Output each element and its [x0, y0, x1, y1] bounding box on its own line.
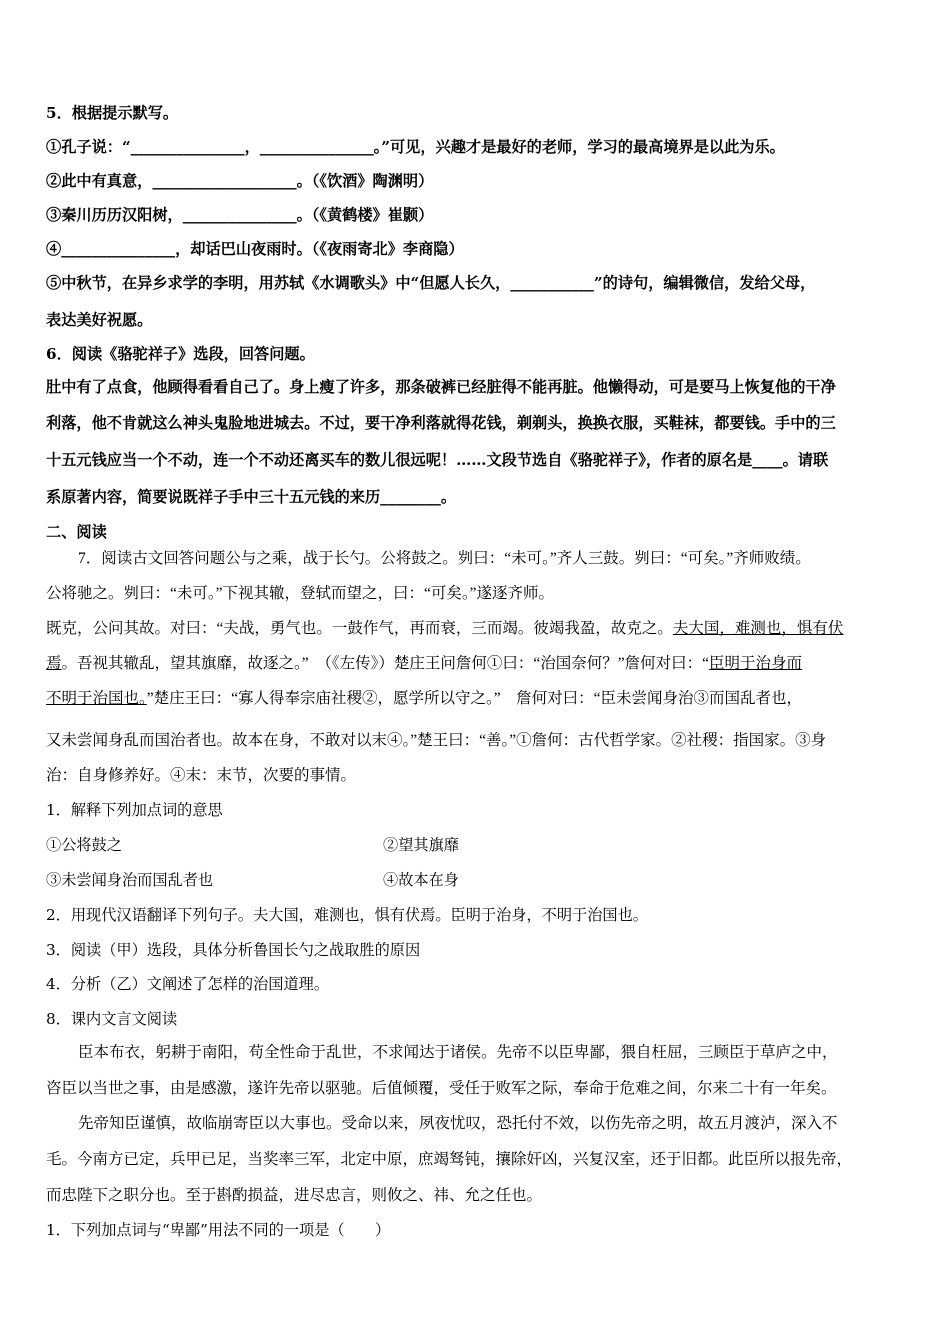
q7-option: ④故本在身 [383, 871, 459, 889]
q5-item-5: ⑤中秋节，在异乡求学的李明，用苏轼《水调歌头》中“但愿人长久，___________”的诗句，编辑微信，发给父母， [46, 274, 816, 292]
q8-subquestion: 1．下列加点词与“卑鄙”用法不同的一项是（ ） [46, 1221, 391, 1239]
q7-line: 治：自身修养好。④末：末节，次要的事情。 [46, 767, 357, 784]
q7-line: 7．阅读古文回答问题公与之乘，战于长勺。公将鼓之。刿曰：“未可。”齐人三鼓。刿曰：“可矣。”齐师败绩。 [78, 550, 811, 567]
q5-title: 5．根据提示默写。 [46, 104, 179, 122]
q6-passage-line: 利落，他不肯就这么神头鬼脸地进城去。不过，要干净利落就得花钱，剃剃头，换换衣服，买鞋袜，都要钱。手中的三 [46, 414, 836, 432]
q6-passage-line: 肚中有了点食，他顾得看看自己了。身上瘦了许多，那条破裤已经脏得不能再脏。他懒得动，可是要马上恢复他的干净 [46, 378, 836, 396]
section-heading: 二、阅读 [46, 523, 107, 541]
q6-passage-line: 十五元钱应当一个不动，连一个不动还离买车的数儿很远呢！……文段节选自《骆驼祥子》，作者的原名是____。请联 [46, 451, 829, 469]
q7-underlined-text: 夫大国，难测也，惧有伏 [672, 620, 844, 637]
q8-title: 8．课内文言文阅读 [46, 1010, 178, 1028]
q7-underlined-text: 焉 [46, 655, 62, 672]
q7-option: ①公将鼓之 [46, 836, 122, 854]
q8-passage-line: 先帝知臣谨慎，故临崩寄臣以大事也。受命以来，夙夜忧叹，恐托付不效，以伤先帝之明，故五月渡泸，深入不 [78, 1115, 838, 1132]
q6-title: 6．阅读《骆驼祥子》选段，回答问题。 [46, 345, 315, 363]
q5-item-5-cont: 表达美好祝愿。 [46, 311, 153, 329]
q7-line [46, 619, 843, 639]
q8-passage-line: 臣本布衣，躬耕于南阳，苟全性命于乱世，不求闻达于诸侯。先帝不以臣卑鄙，猥自枉屈，三顾臣于草庐之中， [78, 1044, 838, 1061]
q5-item-3: ③秦川历历汉阳树，_______________。（《黄鹤楼》崔颢） [46, 206, 434, 224]
q8-passage-line: 毛。今南方已定，兵甲已足，当奖率三军，北定中原，庶竭驽钝，攘除奸凶，兴复汉室，还于旧都。此臣所以报先帝， [46, 1151, 853, 1168]
q5-item-2: ②此中有真意，___________________。（《饮酒》陶渊明） [46, 172, 434, 190]
q5-item-1: ①孔子说：“_______________，_______________。”可见，兴趣才是最好的老师，学习的最高境界是以此为乐。 [46, 138, 785, 156]
q7-line: 又未尝闻身乱而国治者也。故本在身，不敢对以末④。”楚王曰：“善。”①詹何：古代哲学家。②社稷：指国家。③身 [46, 732, 827, 749]
q7-text: ”楚庄王曰：“寡人得奉宗庙社稷②，愿学所以守之。” 詹何对曰：“臣未尝闻身治③而国乱者也， [146, 690, 803, 707]
q7-text: 既克，公问其故。对曰：“夫战，勇气也。一鼓作气，再而衰，三而竭。彼竭我盈，故克之。 [46, 620, 673, 637]
q7-option: ②望其旗靡 [383, 836, 459, 854]
q8-passage-line: 而忠陛下之职分也。至于斟酌损益，进尽忠言，则攸之、祎、允之任也。 [46, 1187, 543, 1204]
q7-underlined-text: 臣明于治身而 [709, 655, 803, 672]
q7-line [46, 689, 802, 709]
q6-passage-line: 系原著内容，简要说既祥子手中三十五元钱的来历________。 [46, 488, 457, 506]
q7-option: ③未尝闻身治而国乱者也 [46, 871, 214, 889]
q8-passage-line: 咨臣以当世之事，由是感激，遂许先帝以驱驰。后值倾覆，受任于败军之际，奉命于危难之间，尔来二十有一年矣。 [46, 1080, 837, 1097]
q7-underlined-text: 不明于治国也。 [46, 690, 147, 707]
q7-subquestion: 4．分析（乙）文阐述了怎样的治国道理。 [46, 975, 330, 993]
q7-text: 。吾视其辙乱，望其旗靡，故逐之。” （《左传》）楚庄王问詹何①曰：“治国奈何？”詹何对曰：“ [61, 655, 710, 672]
q5-item-4: ④_______________，却话巴山夜雨时。（《夜雨寄北》李商隐） [46, 240, 464, 258]
q7-subquestion: 2．用现代汉语翻译下列句子。夫大国，难测也，惧有伏焉。臣明于治身，不明于治国也。 [46, 906, 648, 924]
q7-subquestion: 3．阅读（甲）选段，具体分析鲁国长勺之战取胜的原因 [46, 941, 421, 959]
q7-line: 公将驰之。刿曰：“未可。”下视其辙，登轼而望之，曰：“可矣。”遂逐齐师。 [46, 585, 555, 602]
q7-subquestion: 1．解释下列加点词的意思 [46, 801, 223, 819]
q7-line [46, 654, 802, 674]
